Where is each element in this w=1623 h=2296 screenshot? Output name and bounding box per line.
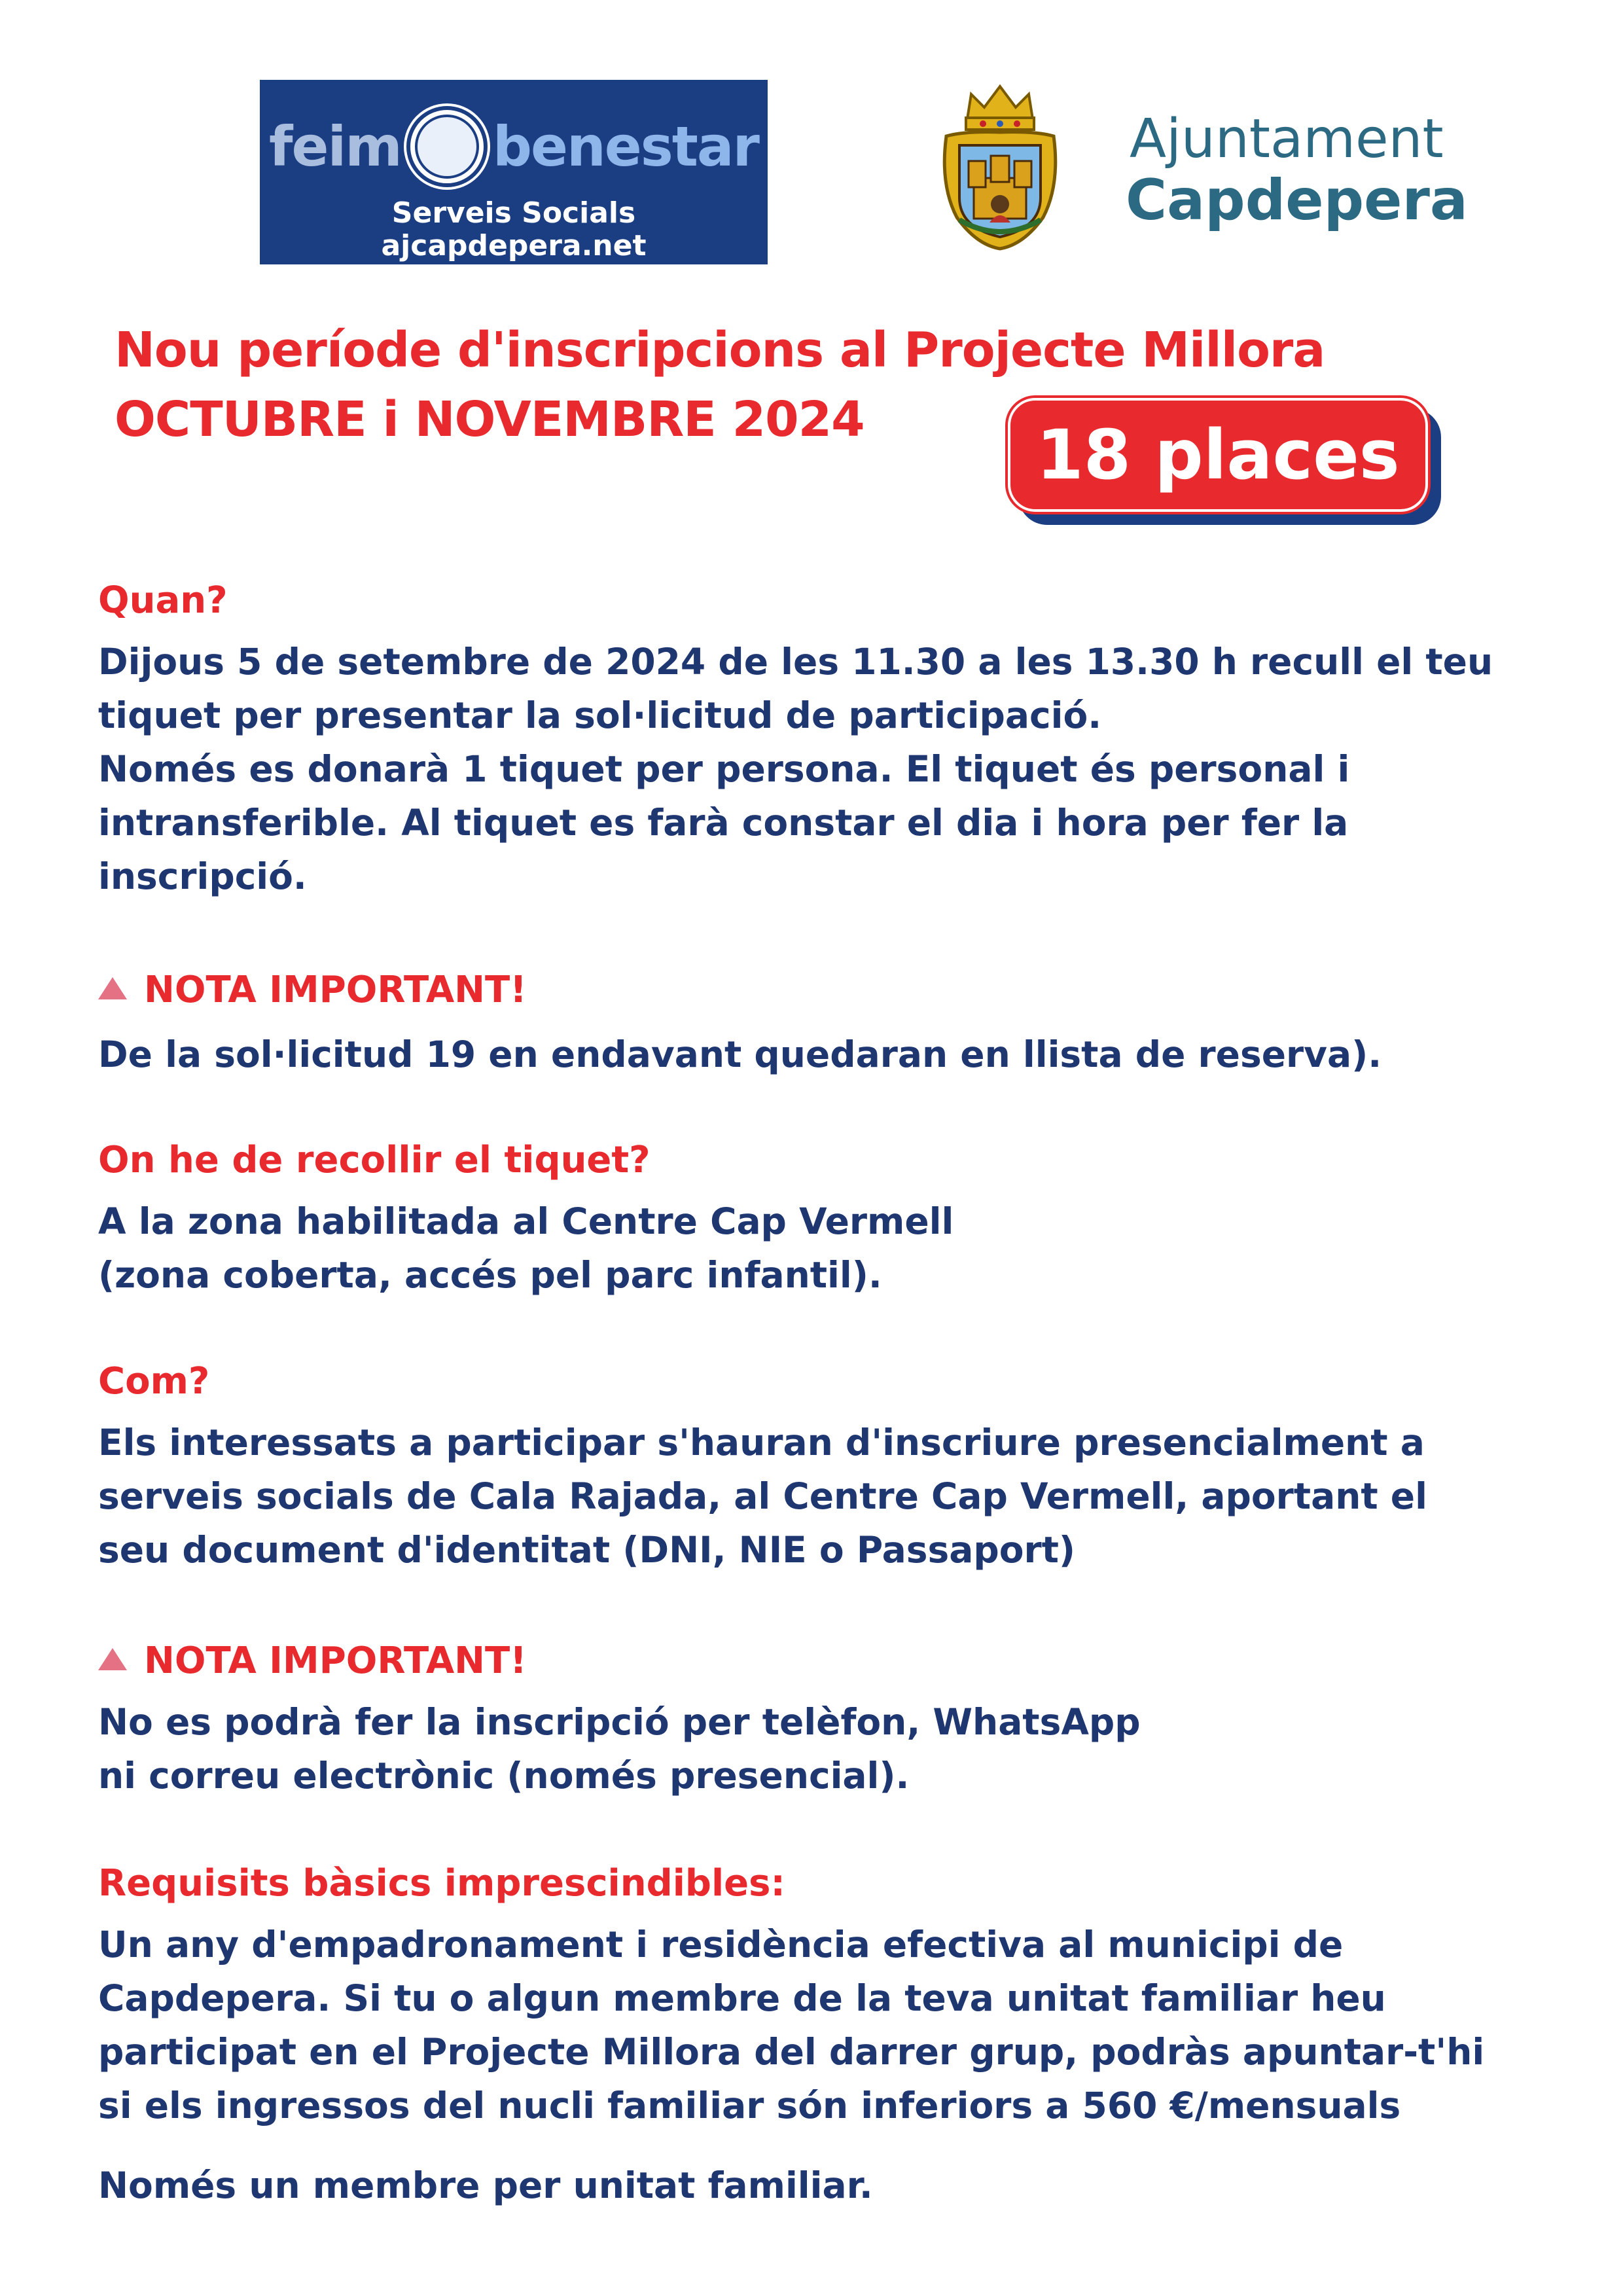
warning-triangle-icon xyxy=(98,977,127,999)
req-line-1: Un any d'empadronament i residència efectiva al municipi de xyxy=(98,1924,1344,1965)
logo-word-benestar: benestar xyxy=(492,115,758,179)
places-badge: 18 places xyxy=(1007,397,1429,513)
quan-line-2: tiquet per presentar la sol·licitud de participació. xyxy=(98,694,1102,736)
warning-triangle-icon xyxy=(98,1648,127,1670)
req-line-2: Capdepera. Si tu o algun membre de la teva unitat familiar heu xyxy=(98,1977,1386,2019)
logo-word-feim: feim xyxy=(269,115,401,179)
nota-label: NOTA IMPORTANT! xyxy=(144,969,527,1011)
nota-label: NOTA IMPORTANT! xyxy=(144,1640,527,1682)
quan-line-3: Només es donarà 1 tiquet per persona. El tiquet és personal i xyxy=(98,748,1350,790)
section-label-com: Com? xyxy=(98,1360,210,1403)
section-label-requisits: Requisits bàsics imprescindibles: xyxy=(98,1862,785,1905)
ajuntament-label: Ajuntament xyxy=(1130,108,1444,170)
nota-important-2 xyxy=(98,1640,527,1682)
logo-wordmark xyxy=(260,107,768,186)
nota-1-line: De la sol·licitud 19 en endavant quedaran en llista de reserva). xyxy=(98,1033,1382,1075)
quan-line-4: intransferible. Al tiquet es farà constar el dia i hora per fer la xyxy=(98,802,1349,844)
page-subtitle-period: OCTUBRE i NOVEMBRE 2024 xyxy=(115,391,865,448)
page-title: Nou període d'inscripcions al Projecte Millora xyxy=(115,322,1325,378)
feim-benestar-logo xyxy=(260,80,768,264)
logo-website: ajcapdepera.net xyxy=(381,229,647,262)
com-line-1: Els interessats a participar s'hauran d'inscriure presencialment a xyxy=(98,1422,1425,1463)
section-label-quan: Quan? xyxy=(98,579,228,622)
final-note: Només un membre per unitat familiar. xyxy=(98,2164,873,2206)
req-line-4: si els ingressos del nucli familiar són inferiors a 560 €/mensuals xyxy=(98,2085,1401,2126)
com-line-3: seu document d'identitat (DNI, NIE o Passaport) xyxy=(98,1529,1076,1571)
coat-of-arms-icon xyxy=(937,80,1063,251)
nota-important-1 xyxy=(98,969,527,1011)
capdepera-badge-icon xyxy=(406,106,488,187)
req-line-3: participat en el Projecte Millora del darrer grup, podràs apuntar-t'hi xyxy=(98,2031,1485,2073)
quan-line-1: Dijous 5 de setembre de 2024 de les 11.30 a les 13.30 h recull el teu xyxy=(98,641,1493,683)
quan-line-5: inscripció. xyxy=(98,855,307,897)
municipality-name: Capdepera xyxy=(1126,168,1468,233)
nota-2-line-1: No es podrà fer la inscripció per telèfon, WhatsApp xyxy=(98,1701,1141,1743)
logo-subtitle: Serveis Socials xyxy=(391,196,636,230)
nota-2-line-2: ni correu electrònic (només presencial). xyxy=(98,1755,910,1797)
section-label-on: On he de recollir el tiquet? xyxy=(98,1139,651,1181)
on-line-1: A la zona habilitada al Centre Cap Vermell xyxy=(98,1200,954,1242)
com-line-2: serveis socials de Cala Rajada, al Centre Cap Vermell, aportant el xyxy=(98,1475,1427,1517)
on-line-2: (zona coberta, accés pel parc infantil). xyxy=(98,1254,882,1296)
